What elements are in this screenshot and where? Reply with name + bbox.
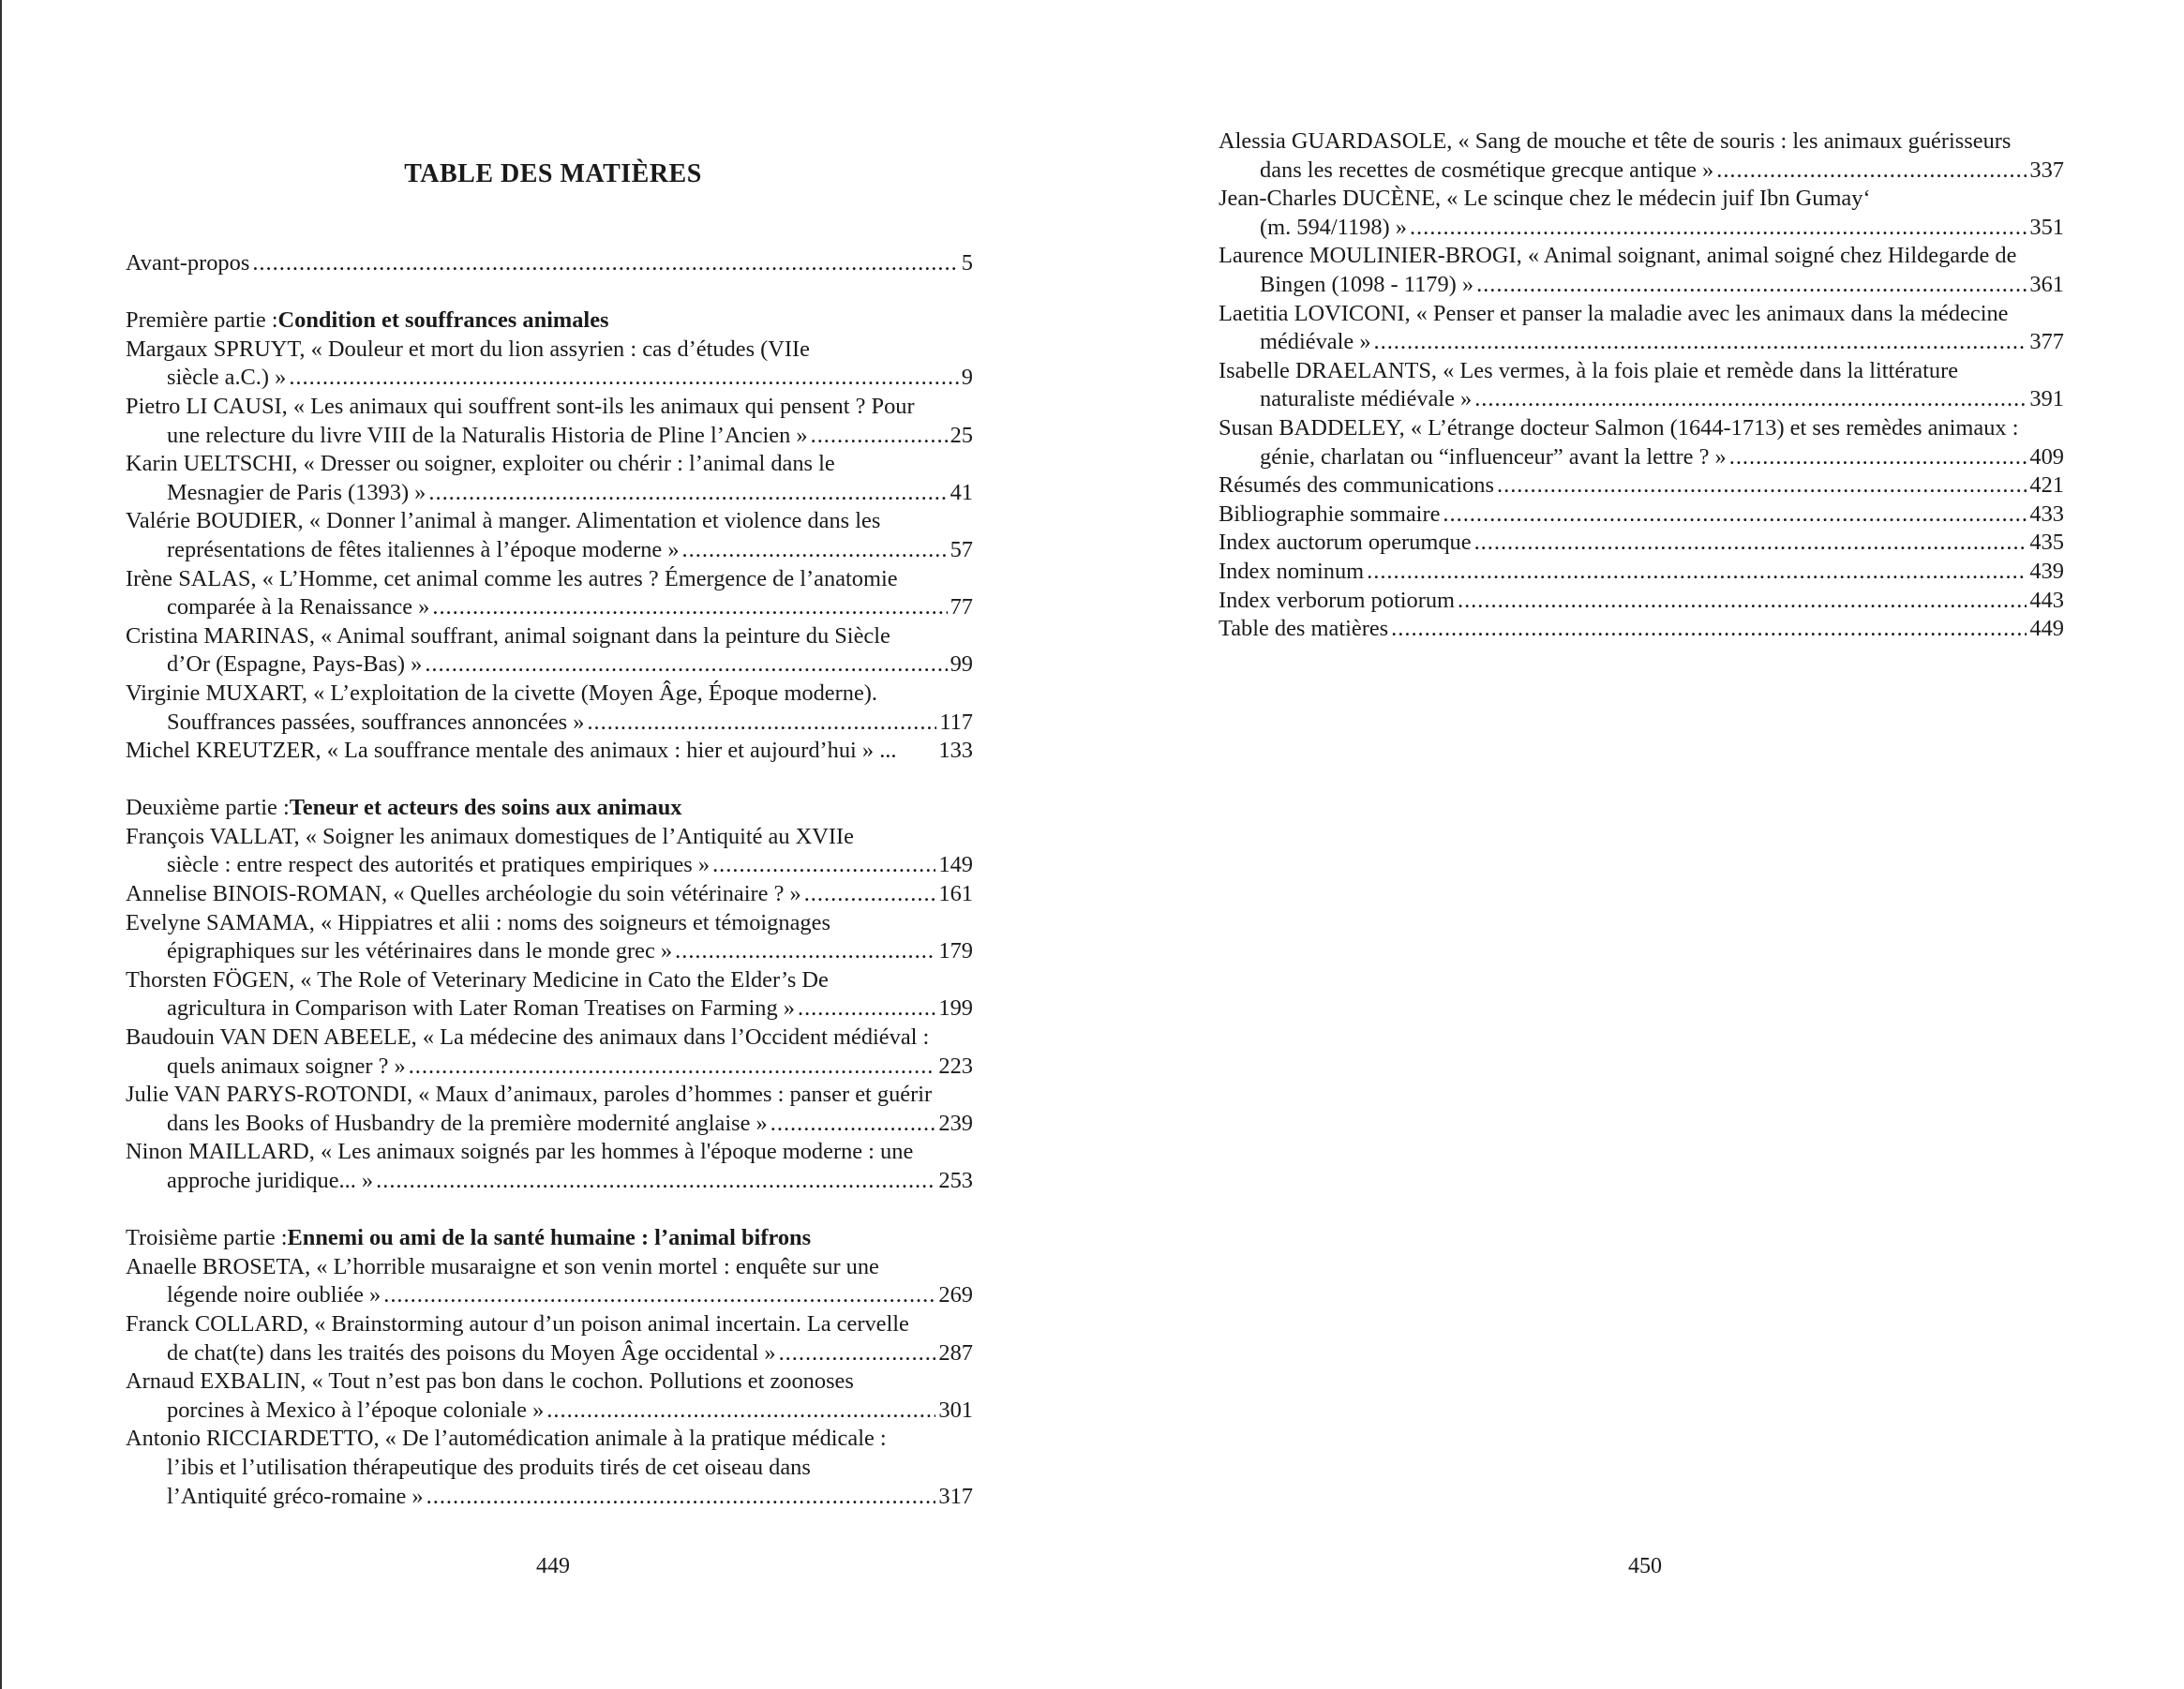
toc-line — [126, 1053, 973, 1082]
dot-leader — [1729, 443, 2027, 472]
page-ref: 337 — [2029, 157, 2064, 183]
dot-leader — [712, 851, 935, 880]
part-label: Troisième partie : — [126, 1225, 288, 1251]
toc-line — [126, 650, 973, 680]
toc-entry — [126, 1253, 973, 1310]
spacer — [126, 278, 973, 307]
dot-leader — [426, 1483, 936, 1512]
entry-text: Arnaud EXBALIN, « Tout n’est pas bon dans le cochon. Pollutions et zoonoses — [126, 1368, 854, 1395]
toc-entry — [126, 680, 973, 737]
toc-line — [1219, 529, 2064, 558]
page-number: 449 — [536, 1554, 570, 1578]
dot-leader — [376, 1167, 935, 1196]
entry-text: Isabelle DRAELANTS, « Les vermes, à la fois plaie et remède dans la littérature — [1219, 357, 1959, 383]
page-ref: 41 — [950, 479, 973, 505]
toc-entry — [1219, 558, 2064, 587]
entry-text: François VALLAT, « Soigner les animaux domestiques de l’Antiquité au XVIIe — [126, 823, 854, 849]
dot-leader — [1374, 328, 2027, 357]
toc-line — [1219, 214, 2064, 243]
toc-line — [126, 1397, 973, 1426]
dot-leader — [432, 593, 947, 622]
dot-leader — [675, 937, 935, 966]
entry-text: Index nominum — [1219, 558, 1365, 584]
entry-text: Pietro LI CAUSI, « Les animaux qui souffrent sont-ils les animaux qui pensent ? Pour — [126, 393, 915, 419]
page-ref: 25 — [950, 422, 973, 448]
page-title: TABLE DES MATIÈRES — [404, 159, 702, 188]
dot-leader — [1476, 271, 2027, 300]
toc-line — [126, 1110, 973, 1139]
dot-leader — [1391, 615, 2027, 644]
dot-leader — [682, 536, 948, 565]
toc-line — [126, 851, 973, 880]
page-ref: 361 — [2029, 271, 2064, 297]
entry-text: Cristina MARINAS, « Animal souffrant, animal soignant dans la peinture du Siècle — [126, 622, 890, 649]
entry-text: Laurence MOULINIER-BROGI, « Animal soignant, animal soigné chez Hildegarde de — [1219, 243, 2017, 269]
dot-leader — [1716, 157, 2027, 186]
entry-text: Index verborum potiorum — [1219, 587, 1455, 613]
entry-text: génie, charlatan ou “influenceur” avant la lettre ? » — [1260, 443, 1727, 470]
dot-leader — [1458, 587, 2027, 616]
toc-line-avant-propos — [126, 249, 973, 278]
entry-text: Virginie MUXART, « L’exploitation de la civette (Moyen Âge, Époque moderne). — [126, 680, 877, 706]
toc-entry — [1219, 414, 2064, 471]
toc-column-left — [126, 249, 973, 1511]
page-ref: 117 — [939, 709, 973, 735]
spacer — [126, 1196, 973, 1225]
page-ref: 133 — [938, 738, 973, 764]
toc-line — [126, 1310, 973, 1339]
entry-text: l’ibis et l’utilisation thérapeutique des produits tirés de cet oiseau dans — [167, 1454, 811, 1480]
page-ref: 77 — [950, 594, 973, 620]
page-ref: 443 — [2029, 587, 2064, 613]
toc-line — [126, 422, 973, 451]
entry-text: Michel KREUTZER, « La souffrance mentale des animaux : hier et aujourd’hui » ... — [126, 738, 897, 764]
toc-entry — [126, 450, 973, 507]
entry-text: Bibliographie sommaire — [1219, 501, 1441, 527]
dot-leader — [383, 1281, 935, 1310]
entry-text: Thorsten FÖGEN, « The Role of Veterinary Medicine in Cato the Elder’s De — [126, 966, 829, 993]
toc-line — [1219, 300, 2064, 329]
toc-line — [126, 1368, 973, 1397]
toc-line — [126, 1081, 973, 1110]
toc-line — [1219, 271, 2064, 300]
dot-leader — [779, 1339, 936, 1368]
toc-line — [126, 622, 973, 651]
entry-text: Laetitia LOVICONI, « Penser et panser la maladie avec les animaux dans la médecine — [1219, 300, 2009, 326]
toc-entry — [126, 1138, 973, 1195]
page-ref: 433 — [2029, 501, 2064, 527]
entry-text: l’Antiquité gréco-romaine » — [167, 1483, 424, 1509]
toc-entry — [126, 737, 973, 766]
toc-entry — [126, 1310, 973, 1368]
entry-text: Franck COLLARD, « Brainstorming autour d’un poison animal incertain. La cervelle — [126, 1310, 909, 1337]
part-header — [126, 794, 973, 823]
entry-text: Anaelle BROSETA, « L’horrible musaraigne et son venin mortel : enquête sur une — [126, 1253, 879, 1279]
toc-line — [126, 593, 973, 622]
page-number: 450 — [1628, 1554, 1662, 1578]
dot-leader — [1474, 385, 2027, 414]
entry-text: Index auctorum operumque — [1219, 530, 1472, 556]
toc-line — [126, 1425, 973, 1454]
toc-line — [126, 364, 973, 393]
page-ref: 409 — [2029, 443, 2064, 470]
page-ref: 435 — [2029, 530, 2064, 556]
toc-entry — [126, 909, 973, 966]
entry-text: Jean-Charles DUCÈNE, « Le scinque chez le médecin juif Ibn Gumay‘ — [1219, 186, 1871, 212]
dot-leader — [804, 880, 936, 909]
right-page — [1092, 0, 2184, 1689]
page-ref: 391 — [2029, 386, 2064, 412]
entry-text: Bingen (1098 - 1179) » — [1260, 271, 1474, 297]
toc-line — [1219, 328, 2064, 357]
entry-text: Résumés des communications — [1219, 472, 1494, 499]
toc-line — [126, 1483, 973, 1512]
dot-leader — [1410, 214, 2027, 243]
toc-line — [126, 709, 973, 738]
toc-entry — [126, 1024, 973, 1081]
part-heading: Teneur et acteurs des soins aux animaux — [289, 795, 682, 821]
toc-line — [126, 479, 973, 508]
entry-text: dans les Books of Husbandry de la première modernité anglaise » — [167, 1110, 768, 1136]
toc-entry — [1219, 615, 2064, 644]
toc-line — [1219, 157, 2064, 186]
entry-text: Souffrances passées, souffrances annoncées » — [167, 709, 585, 735]
part-heading: Ennemi ou ami de la santé humaine : l’animal bifrons — [287, 1225, 812, 1251]
toc-line — [126, 680, 973, 709]
toc-column-right — [1219, 127, 2064, 644]
entry-text: Annelise BINOIS-ROMAN, « Quelles archéologie du soin vétérinaire ? » — [126, 881, 801, 907]
dot-leader — [587, 709, 936, 738]
toc-line — [126, 880, 973, 909]
toc-entry — [1219, 529, 2064, 558]
entry-text: Antonio RICCIARDETTO, « De l’automédication animale à la pratique médicale : — [126, 1426, 887, 1452]
entry-text: porcines à Mexico à l’époque coloniale » — [167, 1397, 545, 1423]
dot-leader — [289, 364, 958, 393]
page-ref: 99 — [950, 651, 973, 678]
toc-line — [126, 1253, 973, 1282]
toc-line — [126, 823, 973, 852]
entry-text: représentations de fêtes italiennes à l’époque moderne » — [167, 536, 680, 562]
part-heading: Condition et souffrances animales — [277, 307, 609, 334]
toc-line — [126, 565, 973, 594]
toc-line — [126, 737, 973, 766]
toc-entry — [1219, 242, 2064, 299]
toc-line — [1219, 385, 2064, 414]
entry-text: de chat(te) dans les traités des poisons du Moyen Âge occidental » — [167, 1339, 776, 1366]
entry-text: épigraphiques sur les vétérinaires dans le monde grec » — [167, 938, 673, 964]
part-label: Première partie : — [126, 307, 278, 334]
page-ref: 161 — [938, 881, 973, 907]
toc-entry — [1219, 587, 2064, 616]
dot-leader — [428, 479, 947, 508]
entry-text: Avant-propos — [126, 250, 250, 276]
toc-entry — [126, 565, 973, 622]
toc-entry — [126, 393, 973, 450]
page-ref: 9 — [961, 365, 973, 391]
toc-entry — [126, 1081, 973, 1138]
dot-leader — [1367, 558, 2027, 587]
toc-line — [126, 994, 973, 1024]
entry-text: naturaliste médiévale » — [1260, 386, 1473, 412]
dot-leader — [1474, 529, 2027, 558]
toc-entry — [1219, 357, 2064, 414]
entry-text: Susan BADDELEY, « L’étrange docteur Salmon (1644-1713) et ses remèdes animaux : — [1219, 414, 2019, 441]
entry-text: Ninon MAILLARD, « Les animaux soignés par les hommes à l'époque moderne : une — [126, 1139, 914, 1165]
toc-line — [1219, 357, 2064, 386]
entry-text: agricultura in Comparison with Later Roman Treatises on Farming » — [167, 995, 795, 1022]
entry-text: dans les recettes de cosmétique grecque antique » — [1260, 157, 1714, 183]
toc-line — [1219, 414, 2064, 443]
page-ref: 269 — [938, 1282, 973, 1308]
page-ref: 5 — [961, 250, 973, 276]
page-ref: 421 — [2029, 472, 2064, 499]
dot-leader — [1497, 471, 2027, 501]
page-ref: 149 — [938, 852, 973, 878]
page-ref: 351 — [2029, 214, 2064, 240]
entry-text: une relecture du livre VIII de la Naturalis Historia de Pline l’Ancien » — [167, 422, 808, 448]
toc-line — [126, 966, 973, 995]
toc-line — [126, 1339, 973, 1368]
entry-text: siècle : entre respect des autorités et pratiques empiriques » — [167, 852, 711, 878]
toc-line — [126, 393, 973, 422]
toc-line — [126, 1281, 973, 1310]
toc-line — [126, 450, 973, 479]
entry-text: médiévale » — [1260, 329, 1371, 355]
toc-entry — [126, 880, 973, 909]
page-ref: 223 — [938, 1053, 973, 1079]
entry-text: siècle a.C.) » — [167, 365, 287, 391]
entry-text: Julie VAN PARYS-ROTONDI, « Maux d’animaux, paroles d’hommes : panser et guérir — [126, 1082, 933, 1108]
page-ref: 199 — [938, 995, 973, 1022]
toc-line — [1219, 615, 2064, 644]
toc-line — [1219, 558, 2064, 587]
entry-text: Table des matières — [1219, 616, 1389, 642]
page-ref: 253 — [938, 1168, 973, 1193]
entry-text: Irène SALAS, « L’Homme, cet animal comme les autres ? Émergence de l’anatomie — [126, 565, 898, 591]
dot-leader — [811, 422, 948, 451]
page-ref: 57 — [950, 536, 973, 562]
toc-entry — [1219, 501, 2064, 530]
part-header — [126, 306, 973, 336]
dot-leader — [409, 1053, 936, 1082]
dot-leader — [252, 249, 958, 278]
dot-leader — [798, 994, 935, 1024]
toc-entry — [126, 966, 973, 1024]
page-ref: 377 — [2029, 329, 2064, 355]
toc-line — [126, 1167, 973, 1196]
toc-line — [126, 536, 973, 565]
entry-text: Karin UELTSCHI, « Dresser ou soigner, exploiter ou chérir : l’animal dans le — [126, 451, 835, 477]
toc-entry — [1219, 185, 2064, 242]
toc-line — [1219, 185, 2064, 214]
toc-entry — [126, 1425, 973, 1511]
entry-text: Baudouin VAN DEN ABEELE, « La médecine des animaux dans l’Occident médiéval : — [126, 1024, 930, 1051]
entry-text: Margaux SPRUYT, « Douleur et mort du lion assyrien : cas d’études (VIIe — [126, 336, 810, 362]
entry-text: Evelyne SAMAMA, « Hippiatres et alii : noms des soigneurs et témoignages — [126, 909, 830, 935]
toc-entry — [126, 507, 973, 564]
page-ref: 287 — [938, 1339, 973, 1366]
toc-line — [1219, 127, 2064, 157]
toc-line — [1219, 587, 2064, 616]
page-ref: 449 — [2029, 616, 2064, 642]
toc-line — [1219, 501, 2064, 530]
part-header — [126, 1224, 973, 1253]
page-ref: 301 — [938, 1397, 973, 1423]
toc-line — [126, 1024, 973, 1053]
part-label: Deuxième partie : — [126, 795, 290, 821]
page-ref: 439 — [2029, 558, 2064, 584]
toc-entry — [126, 1368, 973, 1425]
entry-text: approche juridique... » — [167, 1168, 374, 1193]
dot-leader — [1443, 501, 2027, 530]
toc-line — [126, 1138, 973, 1167]
dot-leader — [425, 650, 947, 680]
toc-line — [1219, 242, 2064, 271]
toc-line — [126, 937, 973, 966]
toc-entry — [126, 823, 973, 880]
page-ref: 179 — [938, 938, 973, 964]
toc-line — [1219, 471, 2064, 501]
entry-text: d’Or (Espagne, Pays-Bas) » — [167, 651, 423, 678]
toc-entry — [126, 622, 973, 680]
toc-line — [126, 336, 973, 365]
entry-text: Mesnagier de Paris (1393) » — [167, 479, 426, 505]
toc-line — [126, 1454, 973, 1483]
entry-text: légende noire oubliée » — [167, 1282, 381, 1308]
dot-leader — [770, 1110, 936, 1139]
toc-entry — [1219, 127, 2064, 185]
toc-entry — [1219, 471, 2064, 501]
entry-text: Alessia GUARDASOLE, « Sang de mouche et tête de souris : les animaux guérisseurs — [1219, 128, 2012, 154]
entry-text: (m. 594/1198) » — [1260, 214, 1407, 240]
toc-entry — [1219, 300, 2064, 357]
toc-line — [126, 909, 973, 938]
entry-text: quels animaux soigner ? » — [167, 1053, 406, 1079]
entry-text: Valérie BOUDIER, « Donner l’animal à manger. Alimentation et violence dans les — [126, 508, 881, 534]
page-ref: 317 — [938, 1483, 973, 1509]
toc-line — [1219, 443, 2064, 472]
toc-line — [126, 507, 973, 536]
spacer — [126, 766, 973, 795]
page-ref: 239 — [938, 1110, 973, 1136]
entry-text: comparée à la Renaissance » — [167, 594, 430, 620]
toc-entry — [126, 336, 973, 393]
dot-leader — [546, 1397, 935, 1426]
